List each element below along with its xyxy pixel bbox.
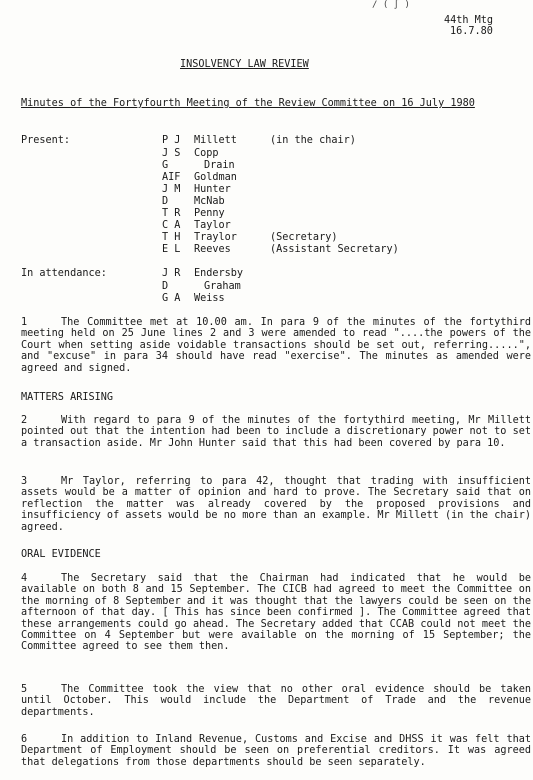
present-member: J S Copp <box>162 148 219 159</box>
attendance-member: J R Endersby <box>162 268 244 279</box>
present-member: C A Taylor <box>162 220 231 231</box>
present-member: G Drain <box>162 160 235 171</box>
attendance-member: D Graham <box>162 281 241 292</box>
paragraph-4: 4 The Secretary said that the Chairman had indicated that he would be available on both 8 and 15 September. The CICB had agreed to meet the Committee on the morning of 8 September and it was thought that the lawyers could be seen on the afternoon of that day. [ This has since been confirmed ]. The Committee agreed that these arrangements could go ahead. The Secretary added that CCAB could not meet the Committee on 4 September but were available on the morning of 15 September; the Committee agreed to see them then. <box>21 573 531 653</box>
present-member: J M Hunter <box>162 184 231 195</box>
present-member: E L Reeves (Assistant Secretary) <box>162 244 399 255</box>
meeting-reference <box>444 15 493 37</box>
present-member: T R Penny <box>162 208 225 219</box>
paragraph-6: 6 In addition to Inland Revenue, Customs and Excise and DHSS it was felt that Department of Employment should be seen on preferential creditors. It was agreed that delegations from those departments should be seen separately. <box>21 734 531 768</box>
paragraph-1: 1 The Committee met at 10.00 am. In para 9 of the minutes of the fortythird meeting held on 25 June lines 2 and 3 were amended to read "....the powers of the Court when setting aside voidable transactions should be set out, referring.....", and "excuse" in para 34 should have read "exercise". The minutes as amended were agreed and signed. <box>21 317 531 374</box>
present-member: D McNab <box>162 196 225 207</box>
document-title: INSOLVENCY LAW REVIEW <box>180 59 309 70</box>
present-member: AIF Goldman <box>162 172 237 183</box>
present-label: Present: <box>21 135 71 146</box>
minutes-heading: Minutes of the Fortyfourth Meeting of the Review Committee on 16 July 1980 <box>21 98 475 109</box>
paragraph-5: 5 The Committee took the view that no other oral evidence should be taken until October. This would include the Department of Trade and the revenue departments. <box>21 684 531 718</box>
present-member: T H Traylor (Secretary) <box>162 232 338 243</box>
oral-evidence-heading: ORAL EVIDENCE <box>21 549 101 560</box>
paragraph-3: 3 Mr Taylor, referring to para 42, thought that trading with insufficient assets would be a matter of opinion and hard to prove. The Secretary said that on reflection the matter was already covered by the proposed provisions and insufficiency of assets would be no more than an example. Mr Millett (in the chair) agreed. <box>21 476 531 533</box>
meeting-number: 44th Mtg <box>444 15 494 26</box>
meeting-date: 16.7.80 <box>450 26 493 37</box>
present-member: P J Millett (in the chair) <box>162 135 356 146</box>
attendance-member: G A Weiss <box>162 293 225 304</box>
matters-arising-heading: MATTERS ARISING <box>21 392 114 403</box>
paragraph-2: 2 With regard to para 9 of the minutes of the fortythird meeting, Mr Millett pointed out that the intention had been to include a discretionary power not to set a transaction aside. Mr John Hunter said that this had been covered by para 10. <box>21 415 531 449</box>
margin-mark: / ( ∫ ) <box>372 0 410 10</box>
attendance-label: In attendance: <box>21 268 107 279</box>
